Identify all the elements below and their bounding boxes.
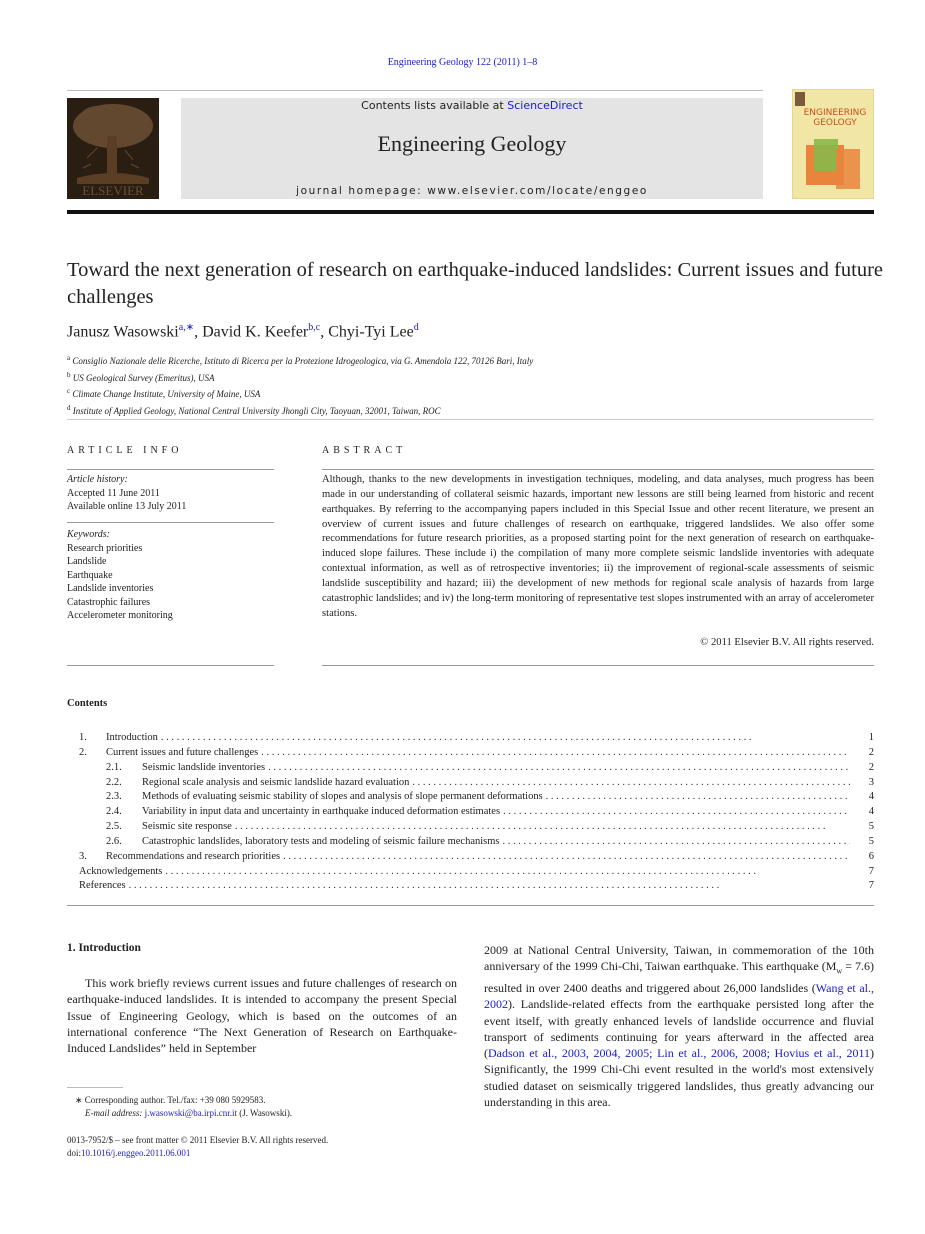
toc-leader-dots	[268, 761, 850, 776]
article-info-heading: ARTICLE INFO	[67, 445, 183, 456]
toc-entry[interactable]	[67, 761, 874, 776]
toc-leader-dots	[235, 820, 850, 835]
divider	[67, 522, 274, 523]
divider	[67, 419, 874, 420]
toc-entry[interactable]	[67, 879, 874, 894]
contents-heading: Contents	[67, 698, 108, 709]
keywords-list: Keywords: Research priorities Landslide Earthquake Landslide inventories Catastrophic failures Accelerometer monitoring	[67, 528, 274, 623]
affiliation-item: $^d$ Institute of Applied Geology, National Central University Jhongli City, Taoyuan, 32001, Taiwan, ROC	[67, 403, 441, 416]
toc-entry-page: 7	[868, 880, 874, 892]
toc-entry-label[interactable]: Regional scale analysis and seismic landslide hazard evaluation	[142, 776, 410, 788]
toc-leader-dots	[412, 776, 850, 791]
divider	[67, 469, 274, 470]
footnote-rule	[67, 1087, 123, 1088]
toc-entry-label[interactable]: Acknowledgements	[79, 865, 163, 877]
toc-leader-dots	[129, 879, 850, 894]
toc-leader-dots	[503, 835, 851, 850]
intro-paragraph-left: This work briefly reviews current issues and future challenges of research on earthquake-induced landslides. It is intended to accompany the present Special Issue of Engineering Geology, which is based on the outcomes of an international conference “The Next Generation of Research on Earthquake-Induced Landslides” held in September	[67, 976, 457, 1056]
toc-entry[interactable]	[67, 865, 874, 880]
toc-entry-number: 3.	[79, 850, 87, 862]
toc-entry-number	[67, 865, 79, 880]
toc-entry-label[interactable]: Variability in input data and uncertainty in earthquake induced deformation estimates	[142, 806, 501, 818]
toc-entry-page: 6	[868, 850, 874, 862]
toc-entry-page: 4	[868, 791, 874, 803]
toc-entry[interactable]	[67, 820, 874, 835]
author-list: Janusz Wasowski$^{a,∗}$, David K. Keefer$^{b,c}$, Chyi-Tyi Lee$^d$	[67, 322, 419, 341]
author-affiliation-marker[interactable]: d	[413, 322, 419, 333]
author-affiliation-marker[interactable]: a,∗	[178, 322, 195, 333]
elsevier-wordmark: ELSEVIER	[82, 183, 144, 198]
affiliation-item: $^b$ US Geological Survey (Emeritus), USA	[67, 370, 215, 383]
toc-entry-page: 3	[868, 776, 874, 788]
toc-entry-number: 2.4.	[106, 806, 122, 818]
toc-entry-number: 2.5.	[106, 821, 122, 833]
email-link[interactable]: j.wasowski@ba.irpi.cnr.it	[144, 1108, 237, 1118]
author-affiliation-marker[interactable]: b,c	[308, 322, 321, 333]
toc-leader-dots	[283, 850, 850, 865]
toc-entry[interactable]	[67, 746, 874, 761]
table-of-contents	[67, 731, 874, 894]
toc-entry[interactable]	[67, 731, 874, 746]
toc-entry[interactable]	[67, 805, 874, 820]
abstract-text: Although, thanks to the new developments in investigation techniques, modeling, and data analyses, much progress has been made in our understanding of collateral seismic hazards, important new lessons are still being learned from historic and recent earthquakes. By referring to the accompanying papers included in this Special Issue and other recent literature, we present an overview of current issues and future challenges of research on earthquake, triggered landslides. We also offer some recommendations for future research priorities, as a proposed starting point for the next generation of research on earthquake-induced slope failures. These include i) the compilation of many more complete seismic landslide inventories with adequate contextual information, as well as of retrospective inventories; ii) the improvement of regional-scale assessments of seismic landslide susceptibility and hazard; iii) the development of new methods for regional scale analysis of hazards from large catastrophic landslides; and iv) the long-term monitoring of representative test slopes instrumented with an array of accelerometer stations.	[322, 474, 874, 619]
author-name: Janusz Wasowski	[67, 323, 179, 341]
toc-entry-page: 4	[868, 806, 874, 818]
cover-title-line2: GEOLOGY	[813, 118, 857, 128]
toc-entry-label[interactable]: Recommendations and research priorities	[106, 850, 281, 862]
keyword: Research priorities	[67, 542, 143, 554]
toc-entry-number: 1.	[79, 732, 87, 743]
toc-entry-page: 1	[868, 732, 874, 743]
keyword: Catastrophic failures	[67, 596, 151, 608]
toc-entry-label[interactable]: Current issues and future challenges	[106, 746, 259, 758]
toc-entry-label[interactable]: Introduction	[106, 732, 158, 743]
citation-link[interactable]: Dadson et al., 2003, 2004, 2005; Lin et al., 2006, 2008; Hovius et al., 2011	[488, 1046, 870, 1061]
section-heading-introduction: 1. Introduction	[67, 942, 141, 954]
keyword: Landslide	[67, 556, 107, 567]
cover-title-line1: ENGINEERING	[803, 108, 867, 118]
intro-paragraph-right: 2009 at National Central University, Taiwan, in commemoration of the 10th anniversary of the 1999 Chi-Chi, Taiwan earthquake. This earthquake $(M_w = 7.6)$ resulted in over 2400 deaths and triggered about 26,000 landslides (Wang et al., 2002). Landslide-related effects from the earthquake persisted long after the event itself, with greatly enhanced levels of landslide occurrence and fluvial transport of sediments continuing for years afterward in the affected area (Dadson et al., 2003, 2004, 2005; Lin et al., 2006, 2008; Hovius et al., 2011) Significantly, the 1999 Chi-Chi event resulted in the world's most extensively studied dataset on seismically triggered landslides, thus greatly advancing our understanding in this area.	[484, 943, 874, 1110]
divider	[67, 665, 274, 666]
front-matter: 0013-7952/$ – see front matter © 2011 Elsevier B.V. All rights reserved. doi:10.1016/j.enggeo.2011.06.001	[67, 1135, 329, 1158]
toc-leader-dots	[261, 746, 850, 761]
toc-entry-page: 5	[868, 835, 874, 847]
toc-entry-number: 2.	[79, 746, 87, 758]
toc-entry[interactable]	[67, 790, 874, 805]
toc-entry-page: 2	[868, 761, 874, 773]
toc-entry-number: 2.3.	[106, 791, 122, 803]
toc-leader-dots	[503, 805, 850, 820]
author-name: Chyi-Tyi Lee	[328, 323, 414, 341]
keyword: Accelerometer monitoring	[67, 610, 173, 621]
toc-entry-label[interactable]: Seismic landslide inventories	[142, 761, 266, 773]
affiliations	[67, 352, 887, 418]
toc-entry-number: 2.6.	[106, 835, 122, 847]
keyword: Landslide inventories	[67, 583, 154, 594]
keyword: Earthquake	[67, 569, 113, 581]
toc-entry-label[interactable]: Catastrophic landslides, laboratory tests and modeling of seismic failure mechanisms	[142, 835, 500, 847]
citation-link[interactable]: Wang et al., 2002	[484, 980, 874, 1012]
toc-entry-number	[67, 879, 79, 894]
author-name: David K. Keefer	[202, 323, 309, 341]
journal-homepage-link[interactable]: journal homepage: www.elsevier.com/locate/enggeo	[296, 185, 648, 197]
article-title: Toward the next generation of research on earthquake-induced landslides: Current issues and future challenges	[67, 259, 883, 308]
toc-entry-page: 7	[868, 865, 874, 877]
header-bottom-rule	[67, 210, 874, 214]
toc-entry-label[interactable]: References	[79, 880, 126, 892]
toc-entry-number: 2.1.	[106, 761, 122, 773]
toc-entry-label[interactable]: Methods of evaluating seismic stability of slopes and analysis of slope permanent deformations	[142, 791, 543, 803]
journal-title: Engineering Geology	[377, 131, 567, 156]
sciencedirect-link[interactable]: ScienceDirect	[507, 99, 583, 112]
divider	[322, 469, 874, 470]
journal-cover-thumbnail[interactable]	[792, 89, 874, 199]
corresponding-author-footnote: ∗ Corresponding author. Tel./fax: +39 080 5929583. E-mail address: j.wasowski@ba.irpi.cnr.it (J. Wasowski).	[75, 1095, 293, 1118]
divider	[322, 665, 874, 666]
affiliation-item: $^c$ Climate Change Institute, University of Maine, USA	[67, 387, 261, 399]
doi-link[interactable]: 10.1016/j.enggeo.2011.06.001	[81, 1148, 191, 1158]
toc-leader-dots	[161, 731, 850, 746]
toc-leader-dots	[546, 790, 850, 805]
toc-leader-dots	[165, 865, 850, 880]
toc-entry[interactable]	[67, 850, 874, 865]
toc-entry[interactable]	[67, 835, 874, 850]
affiliation-item: $^a$ Consiglio Nazionale delle Ricerche, Istituto di Ricerca per la Protezione Idrogeologica, via G. Amendola 122, 70126 Bari, Italy	[67, 354, 534, 366]
article-history: Article history: Accepted 11 June 2011 Available online 13 July 2011	[67, 474, 187, 512]
toc-entry-page: 2	[868, 746, 874, 758]
journal-citation-link[interactable]: Engineering Geology 122 (2011) 1–8	[387, 57, 538, 68]
divider	[67, 905, 874, 906]
toc-entry-label[interactable]: Seismic site response	[142, 821, 232, 833]
abstract-heading: ABSTRACT	[322, 445, 407, 456]
header-top-rule	[67, 90, 763, 91]
copyright: © 2011 Elsevier B.V. All rights reserved.	[700, 637, 874, 648]
toc-entry-page: 5	[868, 821, 874, 833]
contents-available-line: Contents lists available at ScienceDirect	[361, 99, 583, 112]
toc-entry-number: 2.2.	[106, 776, 122, 788]
toc-entry[interactable]	[67, 776, 874, 791]
elsevier-logo	[67, 98, 159, 199]
